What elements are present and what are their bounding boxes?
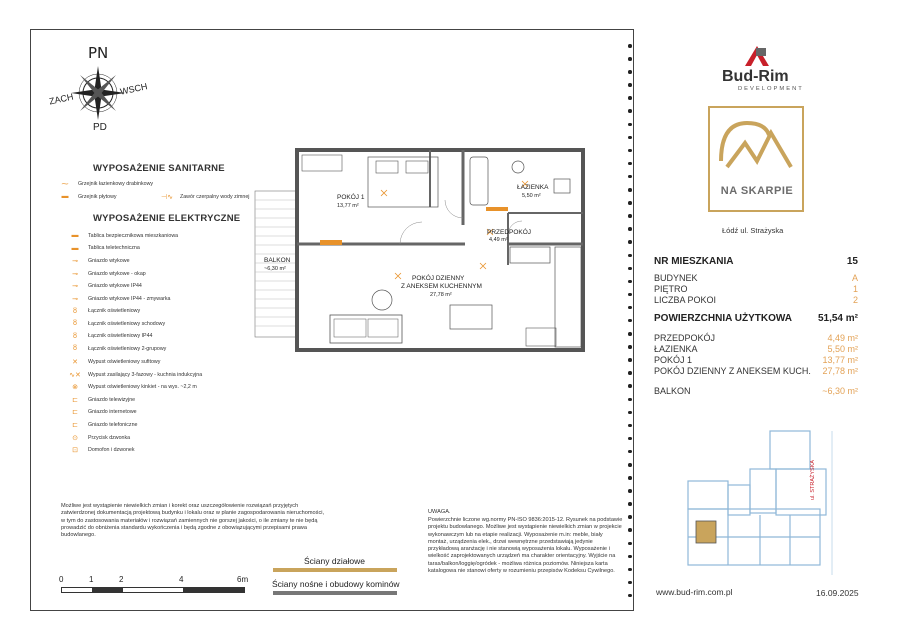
divider-dot bbox=[628, 70, 632, 74]
legend-label: Gniazdo wtykowe IP44 bbox=[88, 283, 142, 290]
legend-symbol-icon: ✕ bbox=[72, 359, 78, 366]
electric-legend-item bbox=[66, 232, 178, 239]
divider-dot bbox=[628, 528, 632, 532]
uwaga-text: Powierzchnie liczone wg.normy PN-ISO 9836:2015-12. Rysunek na podstawie projektu budowlanego. Możliwe jest wystąpienie niewielkich zmian w projekcie wykonawczym lub na etapie realizacji. Wyposażenie m.in: meble, biały montaż, urządzenia elek., drzwi wewnętrzne przedstawiają jedynie przykładową aranżację i nie stanowią wyposażenia lokalu. Wyposażenie i wielkość zaprojektowanych urządzeń ma charakter orientacyjny. Wyjście na taras/balkon/loggię/ogródek - możliwa różnica poziomów. Niniejsza karta katalogowa nie stanowi oferty w rozumieniu przepisów Kodeksu Cywilnego. bbox=[428, 517, 623, 575]
divider-dot bbox=[628, 437, 632, 441]
divider-dot bbox=[628, 411, 632, 415]
divider-dot bbox=[628, 332, 632, 336]
electric-legend-item bbox=[66, 408, 137, 416]
dotted-divider bbox=[627, 44, 633, 607]
divider-dot bbox=[628, 463, 632, 467]
legend-label: Gniazdo wtykowe bbox=[88, 258, 130, 265]
electric-legend-item bbox=[66, 446, 135, 454]
legend-symbol-icon: ȣ bbox=[73, 320, 77, 328]
divider-dot bbox=[628, 149, 632, 153]
divider-dot bbox=[628, 319, 632, 323]
key-plan bbox=[680, 425, 840, 585]
floor-value: 1 bbox=[852, 284, 858, 294]
room-lazienka-value: 5,50 m² bbox=[827, 344, 858, 354]
divider-dot bbox=[628, 476, 632, 480]
room-przedpokoj-area: 4,49 m² bbox=[489, 237, 508, 243]
divider-dot bbox=[628, 201, 632, 205]
electric-legend-item bbox=[66, 245, 140, 252]
legend-symbol-icon: ⁓ bbox=[61, 181, 69, 188]
sanitary-legend-item bbox=[158, 193, 249, 201]
disclaimer-text: Możliwe jest wystąpienie niewielkich zmian i korekt oraz uszczegółowienie rozwiązań przyjętych zatwierdzonej dokumentacją projektową budynku i lokalu oraz w planie zagospodarowania nieruchomości, w tym do zastosowania materiałów i rozwiązań zamiennych nie gorszej jakości, o ile zmiany te nie będą prowadzić do obniżenia standardu wykończenia i będą zgodne z obowiązującymi przepisami prawa budowlanego. bbox=[61, 503, 325, 539]
room-dzienny-value: 27,78 m² bbox=[822, 366, 858, 376]
divider-dot bbox=[628, 162, 632, 166]
apartment-nr: 15 bbox=[846, 256, 858, 267]
divider-dot bbox=[628, 267, 632, 271]
divider-dot bbox=[628, 240, 632, 244]
electric-legend-item bbox=[66, 383, 197, 391]
room-przedpokoj-name: PRZEDPOKÓJ bbox=[487, 229, 532, 236]
divider-dot bbox=[628, 502, 632, 506]
legend-label: Gniazdo telefoniczne bbox=[88, 422, 138, 428]
room-pokoj1-value: 13,77 m² bbox=[822, 355, 858, 365]
divider-dot bbox=[628, 227, 632, 231]
room-dzienny-area: 27,78 m² bbox=[430, 292, 452, 298]
room-pokoj1-name: POKÓJ 1 bbox=[337, 194, 365, 201]
divider-dot bbox=[628, 306, 632, 310]
apartment-nr-label: NR MIESZKANIA bbox=[654, 256, 734, 267]
legend-symbol-icon: ȣ bbox=[73, 332, 77, 340]
wall-load-label: Ściany nośne i obudowy kominów bbox=[272, 579, 400, 589]
room-dzienny-name1: POKÓJ DZIENNY bbox=[412, 275, 465, 282]
project-name: NA SKARPIE bbox=[720, 185, 794, 197]
website[interactable]: www.bud-rim.com.pl bbox=[656, 587, 733, 597]
room-przedpokoj-value: 4,49 m² bbox=[827, 333, 858, 343]
legend-label: Gniazdo telewizyjne bbox=[88, 396, 136, 403]
electric-legend-item bbox=[66, 270, 146, 278]
legend-label: Tablica bezpiecznikowa mieszkaniowa bbox=[88, 232, 179, 239]
legend-symbol-icon: ▬ bbox=[61, 193, 69, 200]
electric-legend-item bbox=[66, 358, 160, 366]
scale-tick-2: 2 bbox=[119, 575, 124, 584]
electric-legend-item bbox=[66, 371, 202, 379]
street-label: ul. STRAŻYSKA bbox=[810, 459, 816, 500]
divider-dot bbox=[628, 96, 632, 100]
room-lazienka-area: 5,50 m² bbox=[522, 193, 541, 199]
floor-label: PIĘTRO bbox=[654, 284, 688, 294]
legend-label: Łącznik oświetleniowy bbox=[88, 308, 141, 315]
sanitary-title: WYPOSAŻENIE SANITARNE bbox=[93, 163, 225, 174]
building-value: A bbox=[851, 273, 858, 283]
balcony-label: BALKON bbox=[654, 386, 691, 396]
legend-symbol-icon: ȣ bbox=[73, 345, 77, 353]
sanitary-legend-item bbox=[56, 180, 153, 188]
divider-dot bbox=[628, 83, 632, 87]
room-pokoj1-label: POKÓJ 1 bbox=[654, 355, 693, 365]
sanitary-legend-item bbox=[56, 193, 117, 200]
divider-dot bbox=[628, 280, 632, 284]
legend-symbol-icon: ▬ bbox=[71, 244, 79, 252]
divider-dot bbox=[628, 398, 632, 402]
room-przedpokoj-label: PRZEDPOKÓJ bbox=[654, 333, 716, 343]
bud-rim-logo-icon bbox=[741, 42, 773, 68]
date: 16.09.2025 bbox=[816, 588, 859, 598]
electric-legend-item bbox=[66, 282, 142, 290]
brand-sub: DEVELOPMENT bbox=[738, 86, 804, 92]
compass-north: PN bbox=[88, 44, 109, 62]
legend-symbol-icon: ⊣∿ bbox=[161, 194, 173, 201]
divider-dot bbox=[628, 489, 632, 493]
legend-label: Zawór czerpalny wody zimnej bbox=[180, 194, 250, 200]
divider-dot bbox=[628, 254, 632, 258]
rooms-count-value: 2 bbox=[852, 295, 858, 305]
compass-east: WSCH bbox=[119, 81, 149, 97]
legend-symbol-icon: ⊏ bbox=[72, 422, 78, 429]
legend-label: Łącznik oświetleniowy IP44 bbox=[88, 333, 153, 340]
divider-dot bbox=[628, 568, 632, 572]
legend-label: Łącznik oświetleniowy 2-grupowy bbox=[88, 345, 167, 352]
room-lazienka-name: ŁAZIENKA bbox=[517, 184, 549, 191]
room-pokoj1-area: 13,77 m² bbox=[337, 203, 359, 209]
legend-symbol-icon: ⊏ bbox=[72, 396, 78, 404]
legend-symbol-icon: ⊏ bbox=[72, 409, 78, 417]
balcony-value: ~6,30 m² bbox=[822, 386, 858, 396]
divider-dot bbox=[628, 345, 632, 349]
divider-dot bbox=[628, 175, 632, 179]
wall-load-swatch bbox=[273, 591, 397, 595]
divider-dot bbox=[628, 555, 632, 559]
rooms-count-label: LICZBA POKOI bbox=[654, 295, 717, 305]
scale-tick-1: 1 bbox=[89, 575, 94, 584]
legend-symbol-icon: ⊸ bbox=[72, 258, 78, 266]
scale-bar bbox=[61, 587, 245, 593]
legend-symbol-icon: ⊸ bbox=[72, 296, 78, 303]
divider-dot bbox=[628, 109, 632, 113]
scale-tick-4: 6m bbox=[237, 575, 249, 584]
electric-legend-item bbox=[66, 345, 166, 352]
divider-dot bbox=[628, 136, 632, 140]
room-balkon-area: ~6,30 m² bbox=[264, 266, 286, 272]
room-dzienny-label: POKÓJ DZIENNY Z ANEKSEM KUCH. bbox=[654, 366, 811, 376]
legend-label: Tablica teletechniczna bbox=[88, 245, 140, 252]
legend-label: Przycisk dzwonka bbox=[88, 434, 131, 441]
divider-dot bbox=[628, 542, 632, 546]
divider-dot bbox=[628, 188, 632, 192]
floor-plan bbox=[250, 145, 600, 360]
legend-label: Wypust oświetleniowy kinkiet - na wys. ~2,2 m bbox=[88, 384, 197, 391]
legend-label: Grzejnik łazienkowy drabinkowy bbox=[78, 181, 154, 187]
legend-symbol-icon: ⊸ bbox=[72, 283, 78, 291]
legend-symbol-icon: ∿✕ bbox=[69, 371, 81, 379]
scale-tick-0: 0 bbox=[59, 575, 64, 584]
divider-dot bbox=[628, 424, 632, 428]
divider-dot bbox=[628, 358, 632, 362]
legend-label: Grzejnik płytowy bbox=[78, 193, 117, 200]
electric-legend-item bbox=[66, 333, 152, 340]
wall-partition-swatch bbox=[273, 568, 397, 572]
scale-tick-3: 4 bbox=[179, 575, 184, 584]
usable-area-label: POWIERZCHNIA UŻYTKOWA bbox=[654, 313, 792, 324]
legend-symbol-icon: ⊙ bbox=[72, 434, 78, 442]
legend-label: Domofon i dzwonek bbox=[88, 447, 135, 454]
divider-dot bbox=[628, 44, 632, 48]
legend-label: Wypust oświetleniowy sufitowy bbox=[88, 359, 161, 365]
divider-dot bbox=[628, 371, 632, 375]
divider-dot bbox=[628, 214, 632, 218]
legend-symbol-icon: ⊡ bbox=[72, 447, 78, 455]
usable-area-value: 51,54 m² bbox=[817, 313, 858, 324]
divider-dot bbox=[628, 450, 632, 454]
brand-name: Bud-Rim bbox=[722, 68, 789, 85]
compass-south: PD bbox=[93, 122, 107, 133]
legend-label: Gniazdo internetowe bbox=[88, 409, 137, 416]
legend-symbol-icon: ȣ bbox=[73, 307, 77, 315]
divider-dot bbox=[628, 293, 632, 297]
divider-dot bbox=[628, 123, 632, 127]
legend-label: Wypust zasilający 3-fazowy - kuchnia indukcyjna bbox=[88, 371, 203, 378]
room-balkon-name: BALKON bbox=[264, 257, 291, 264]
electric-legend-item bbox=[66, 320, 165, 327]
wall-partition-label: Ściany działowe bbox=[304, 556, 365, 566]
divider-dot bbox=[628, 384, 632, 388]
room-dzienny-name2: Z ANEKSEM KUCHENNYM bbox=[401, 283, 482, 290]
electric-title: WYPOSAŻENIE ELEKTRYCZNE bbox=[93, 213, 241, 224]
legend-symbol-icon: ⊸ bbox=[72, 270, 78, 278]
building-label: BUDYNEK bbox=[654, 273, 698, 283]
legend-symbol-icon: ▬ bbox=[71, 232, 79, 239]
electric-legend-item bbox=[66, 308, 140, 315]
electric-legend-item bbox=[66, 257, 130, 265]
electric-legend-item bbox=[66, 396, 135, 404]
project-location: Łódź ul. Strażyska bbox=[722, 226, 784, 235]
room-lazienka-label: ŁAZIENKA bbox=[654, 344, 698, 354]
uwaga-title: UWAGA. bbox=[428, 509, 451, 515]
divider-dot bbox=[628, 515, 632, 519]
legend-label: Łącznik oświetleniowy schodowy bbox=[88, 320, 166, 327]
legend-symbol-icon: ⊗ bbox=[72, 384, 78, 392]
electric-legend-item bbox=[66, 421, 137, 429]
divider-dot bbox=[628, 57, 632, 61]
electric-legend-item bbox=[66, 434, 130, 442]
electric-legend-item bbox=[66, 295, 170, 303]
divider-dot bbox=[628, 581, 632, 585]
divider-dot bbox=[628, 594, 632, 598]
legend-label: Gniazdo wtykowe - okap bbox=[88, 270, 146, 277]
compass-west: ZACH bbox=[48, 91, 75, 107]
legend-label: Gniazdo wtykowe IP44 - zmywarka bbox=[88, 296, 171, 302]
